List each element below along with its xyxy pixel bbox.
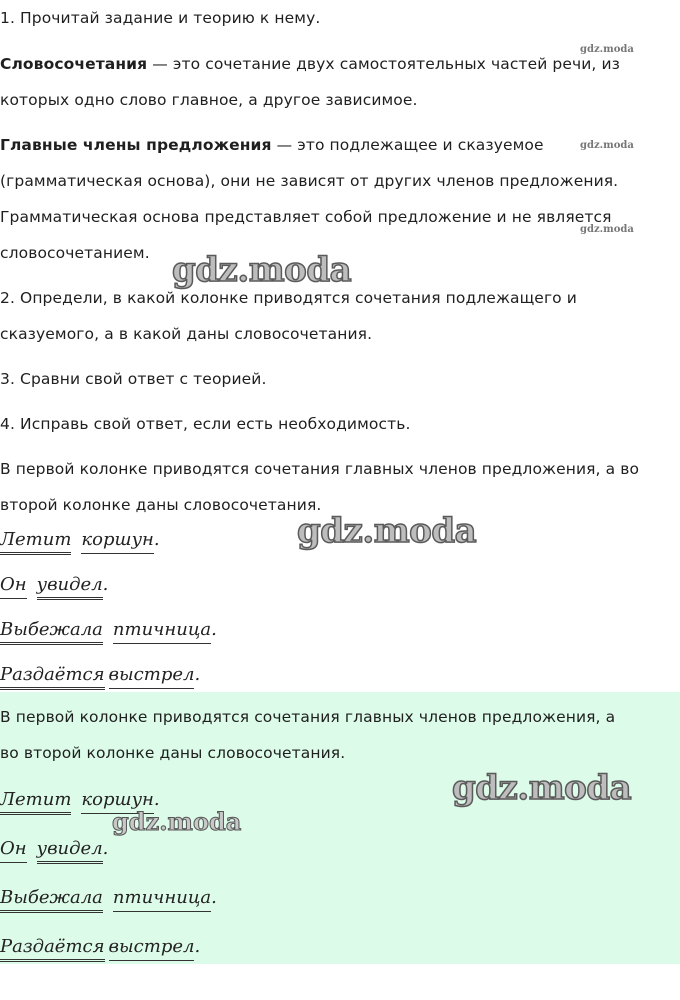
- answer-text-cont: во второй колонке даны словосочетания.: [0, 744, 346, 762]
- period: .: [102, 574, 109, 595]
- term-word-combination: Словосочетания: [0, 55, 148, 73]
- task-step-1: 1. Прочитай задание и теорию к нему.: [0, 9, 321, 27]
- answer-text: В первой колонке приводятся сочетания главных членов предложения, а во: [0, 460, 640, 478]
- definition-word-combination: [0, 46, 620, 82]
- task-step-4: 4. Исправь свой ответ, если есть необходимость.: [0, 415, 411, 433]
- subject: Он: [0, 837, 27, 863]
- subject: птичница: [113, 618, 211, 644]
- task-step-2: 2. Определи, в какой колонке приводятся сочетания подлежащего и: [0, 289, 577, 307]
- subject: выстрел: [109, 663, 195, 689]
- period: .: [102, 838, 109, 859]
- watermark: gdz.moda: [172, 250, 352, 290]
- answer-text-cont: второй колонке даны словосочетания.: [0, 496, 322, 514]
- watermark: gdz.moda: [580, 140, 634, 151]
- task-step-2-cont: сказуемого, а в какой даны словосочетания.: [0, 325, 373, 343]
- predicate: увидел: [37, 573, 103, 600]
- predicate: Раздаётся: [0, 935, 105, 962]
- definition-text: — это подлежащее и сказуемое: [271, 136, 544, 154]
- period: .: [153, 529, 160, 550]
- definition-main-members-cont: (грамматическая основа), они не зависят от других членов предложения.: [0, 172, 619, 190]
- period: .: [153, 789, 160, 810]
- subject: коршун: [81, 528, 153, 554]
- example-line: [0, 528, 160, 555]
- example-line: [0, 573, 108, 600]
- example-line: [0, 663, 200, 690]
- predicate: увидел: [37, 837, 103, 864]
- predicate: Раздаётся: [0, 663, 105, 690]
- definition-main-members-cont: Грамматическая основа представляет собой предложение и не является: [0, 208, 612, 226]
- definition-main-members-cont: словосочетанием.: [0, 244, 150, 262]
- predicate: Выбежала: [0, 618, 103, 645]
- example-line: [0, 618, 217, 645]
- predicate: Летит: [0, 788, 71, 815]
- answer-text: В первой колонке приводятся сочетания главных членов предложения, а: [0, 708, 616, 726]
- task-step-3: 3. Сравни свой ответ с теорией.: [0, 370, 267, 388]
- watermark: gdz.moda: [580, 224, 634, 235]
- watermark: gdz.moda: [580, 44, 634, 55]
- definition-word-combination-cont: которых одно слово главное, а другое зависимое.: [0, 91, 418, 109]
- predicate: Выбежала: [0, 886, 103, 913]
- definition-main-members: [0, 127, 544, 163]
- example-line: [0, 935, 200, 962]
- period: .: [211, 887, 217, 908]
- subject: выстрел: [109, 935, 195, 961]
- predicate: Летит: [0, 528, 71, 555]
- example-line: [0, 886, 217, 913]
- term-main-members: Главные члены предложения: [0, 136, 272, 154]
- watermark: gdz.moda: [452, 768, 632, 808]
- period: .: [194, 936, 201, 957]
- period: .: [194, 664, 201, 685]
- watermark: gdz.moda: [297, 511, 477, 551]
- subject: птичница: [113, 886, 211, 912]
- definition-text: — это сочетание двух самостоятельных частей речи, из: [147, 55, 620, 73]
- watermark: gdz.moda: [112, 807, 242, 836]
- period: .: [211, 619, 217, 640]
- example-line: [0, 837, 108, 864]
- subject: Он: [0, 573, 27, 599]
- subject: коршун: [81, 788, 153, 814]
